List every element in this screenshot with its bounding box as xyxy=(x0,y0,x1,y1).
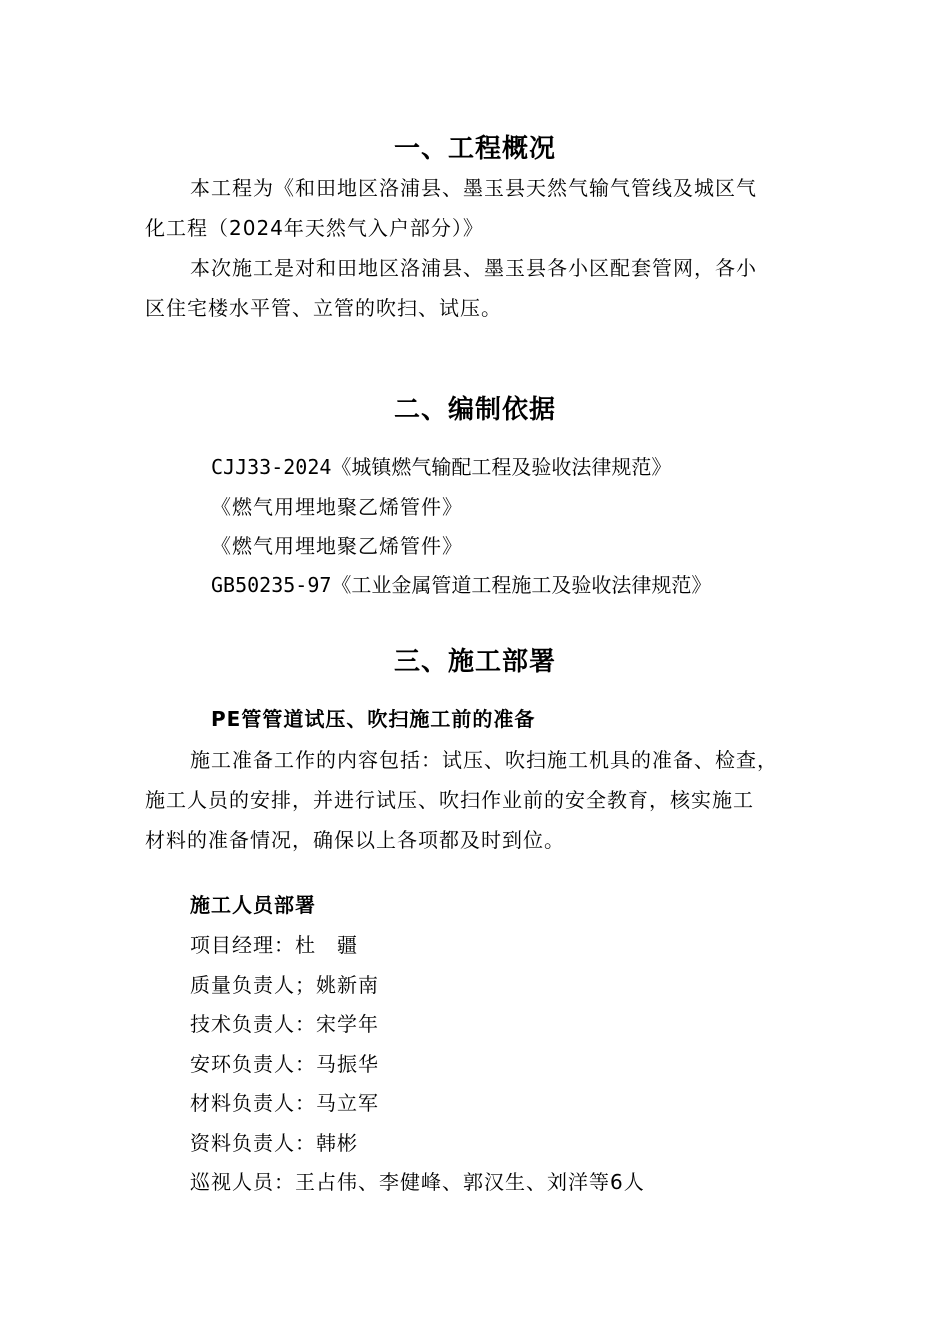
staff-item: 技术负责人：宋学年 xyxy=(190,1012,379,1036)
section-heading-overview: 一、工程概况 xyxy=(393,134,556,164)
reference-item: GB50235-97《工业金属管道工程施工及验收法律规范》 xyxy=(211,573,712,597)
staff-item: 项目经理：杜 疆 xyxy=(190,933,358,957)
staff-subheading: 施工人员部署 xyxy=(190,893,316,917)
overview-paragraph-1-line-2: 化工程（2024年天然气入户部分）》 xyxy=(145,216,484,240)
preparation-line-3: 材料的准备情况，确保以上各项都及时到位。 xyxy=(145,828,565,852)
staff-item: 质量负责人；姚新南 xyxy=(190,973,379,997)
reference-item: 《燃气用埋地聚乙烯管件》 xyxy=(211,534,463,558)
reference-item: 《燃气用埋地聚乙烯管件》 xyxy=(211,495,463,519)
preparation-line-2: 施工人员的安排，并进行试压、吹扫作业前的安全教育，核实施工 xyxy=(145,788,754,812)
staff-item: 安环负责人：马振华 xyxy=(190,1052,379,1076)
reference-item: CJJ33-2024《城镇燃气输配工程及验收法律规范》 xyxy=(211,455,672,479)
preparation-subheading: PE管管道试压、吹扫施工前的准备 xyxy=(211,707,536,731)
staff-item: 材料负责人：马立军 xyxy=(190,1091,379,1115)
section-heading-deployment: 三、施工部署 xyxy=(393,647,556,677)
staff-item: 巡视人员：王占伟、李健峰、郭汉生、刘洋等6人 xyxy=(190,1170,645,1194)
overview-paragraph-1-line-1: 本工程为《和田地区洛浦县、墨玉县天然气输气管线及城区气 xyxy=(190,176,757,200)
overview-paragraph-2-line-1: 本次施工是对和田地区洛浦县、墨玉县各小区配套管网，各小 xyxy=(190,256,757,280)
staff-item: 资料负责人：韩彬 xyxy=(190,1131,358,1155)
section-heading-basis: 二、编制依据 xyxy=(393,395,556,425)
preparation-line-1: 施工准备工作的内容包括：试压、吹扫施工机具的准备、检查， xyxy=(190,748,778,772)
overview-paragraph-2-line-2: 区住宅楼水平管、立管的吹扫、试压。 xyxy=(145,296,502,320)
